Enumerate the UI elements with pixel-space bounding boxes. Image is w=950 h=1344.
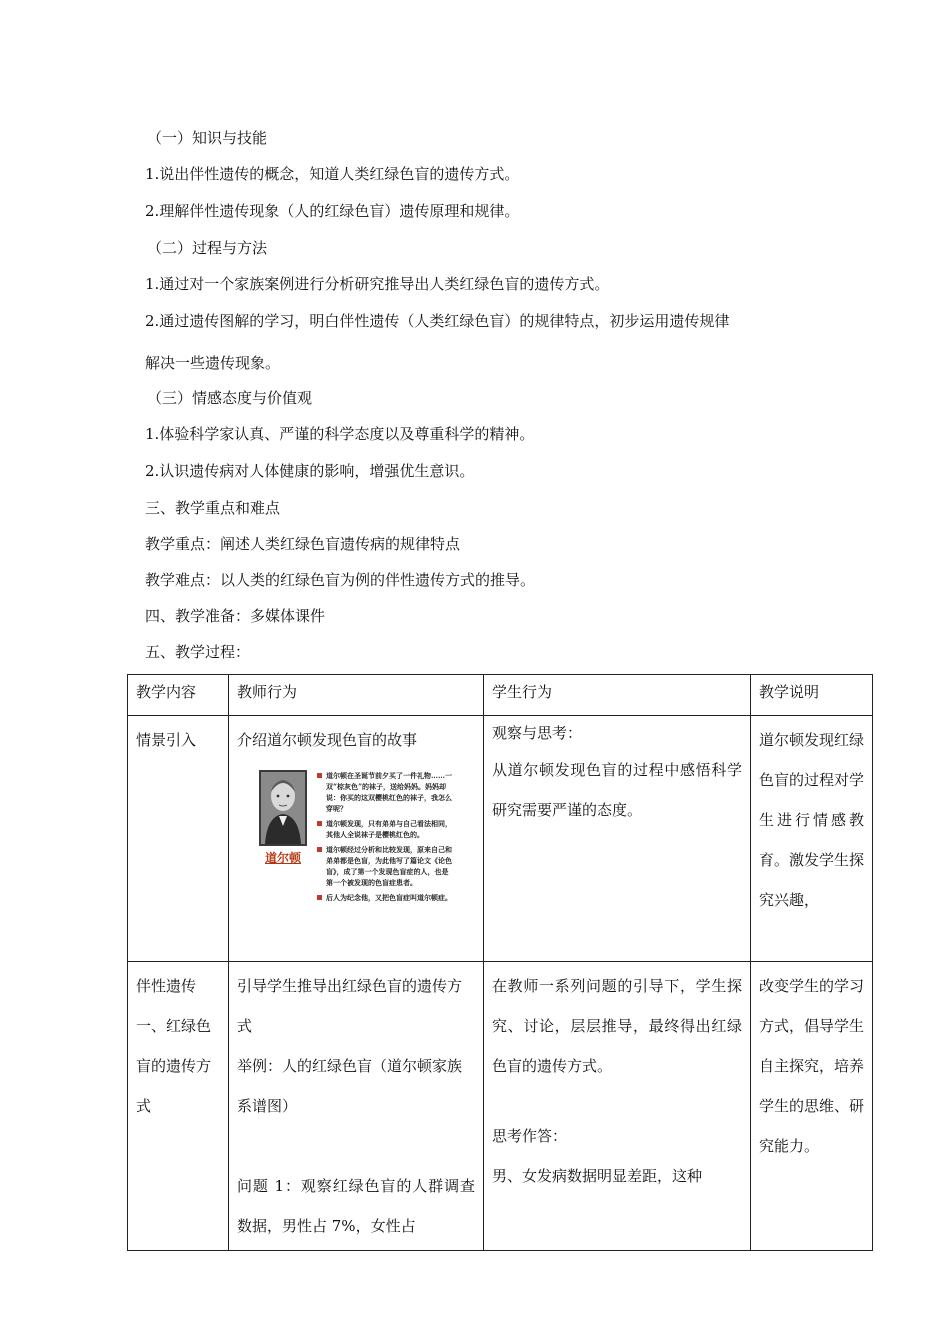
dalton-story-bullets — [317, 770, 453, 950]
bullet-square-icon — [317, 847, 322, 852]
header-student: 学生行为 — [484, 675, 751, 716]
row1-note: 道尔顿发现红绿色盲的过程对学生进行情感教育。激发学生探究兴趣， — [751, 716, 873, 962]
teaching-process-table — [127, 674, 873, 1251]
dalton-slide-image — [257, 770, 457, 950]
header-content: 教学内容 — [128, 675, 229, 716]
table-row — [128, 716, 873, 962]
list-item: 道尔顿发现，只有弟弟与自己看法相同，其他人全说袜子是樱桃红色的。 — [317, 818, 453, 840]
header-note: 教学说明 — [751, 675, 873, 716]
row2-content: 伴性遗传一、红绿色盲的遗传方式 — [128, 962, 229, 1251]
text-line: 解决一些遗传现象。 — [145, 354, 281, 372]
text-line: 2.认识遗传病对人体健康的影响，增强优生意识。 — [145, 462, 475, 480]
row2-teacher-p1: 引导学生推导出红绿色盲的遗传方式 — [237, 977, 463, 1035]
row1-student-heading: 观察与思考： — [492, 724, 583, 742]
text-line: 教学难点：以人类的红绿色盲为例的伴性遗传方式的推导。 — [145, 571, 536, 589]
row2-student-p2: 思考作答： — [492, 1127, 568, 1145]
bullet-square-icon — [317, 821, 322, 826]
table-header-row — [128, 675, 873, 716]
text-line: 2.理解伴性遗传现象（人的红绿色盲）遗传原理和规律。 — [145, 202, 520, 220]
header-teacher: 教师行为 — [229, 675, 484, 716]
row2-note: 改变学生的学习方式，倡导学生自主探究，培养学生的思维、研究能力。 — [751, 962, 873, 1251]
text-line: 1.说出伴性遗传的概念，知道人类红绿色盲的遗传方式。 — [145, 165, 520, 183]
row2-student-p1: 在教师一系列问题的引导下，学生探究、讨论，层层推导，最终得出红绿色盲的遗传方式。 — [492, 977, 742, 1075]
list-item: 道尔顿经过分析和比较发现，原来自己和弟弟都是色盲，为此他写了篇论文《论色盲》，成了第一个发现色盲症的人，也是第一个被发现的色盲症患者。 — [317, 844, 453, 888]
row2-student — [484, 962, 751, 1251]
dalton-portrait-icon — [259, 770, 307, 846]
text-line: 四、教学准备：多媒体课件 — [145, 607, 326, 625]
text-line: 五、教学过程： — [145, 643, 251, 661]
text-line: 1.通过对一个家族案例进行分析研究推导出人类红绿色盲的遗传方式。 — [145, 275, 610, 293]
dalton-name-label: 道尔顿 — [264, 851, 301, 865]
text-line: 教学重点：阐述人类红绿色盲遗传病的规律特点 — [145, 535, 461, 553]
text-line: 1.体验科学家认真、严谨的科学态度以及尊重科学的精神。 — [145, 425, 535, 443]
bullet-square-icon — [317, 773, 322, 778]
text-line: （三）情感态度与价值观 — [147, 389, 313, 407]
table-row — [128, 962, 873, 1251]
row2-teacher-p3: 问题 1：观察红绿色盲的人群调查数据，男性占 7%，女性占 — [237, 1177, 475, 1235]
text-line: （一）知识与技能 — [147, 129, 268, 147]
row1-student-text: 从道尔顿发现色盲的过程中感悟科学研究需要严谨的态度。 — [492, 761, 742, 819]
text-line: 2.通过遗传图解的学习，明白伴性遗传（人类红绿色盲）的规律特点，初步运用遗传规律 — [145, 312, 730, 330]
row2-teacher — [229, 962, 484, 1251]
row1-content: 情景引入 — [128, 716, 229, 962]
row1-student — [484, 716, 751, 962]
row2-teacher-p2: 举例：人的红绿色盲（道尔顿家族系谱图） — [237, 1057, 463, 1115]
row2-student-p3: 男、女发病数据明显差距，这种 — [492, 1167, 703, 1185]
row1-teacher-text: 介绍道尔顿发现色盲的故事 — [237, 731, 418, 749]
text-line: 三、教学重点和难点 — [145, 499, 281, 517]
row1-teacher — [229, 716, 484, 962]
bullet-square-icon — [317, 895, 322, 900]
list-item: 后人为纪念他，又把色盲症叫道尔顿症。 — [317, 892, 453, 903]
list-item: 道尔顿在圣诞节前夕买了一件礼物……一双“棕灰色”的袜子，送给妈妈。妈妈却说：你买的这双樱桃红色的袜子，我怎么穿呢？ — [317, 770, 453, 814]
text-line: （二）过程与方法 — [147, 239, 268, 257]
